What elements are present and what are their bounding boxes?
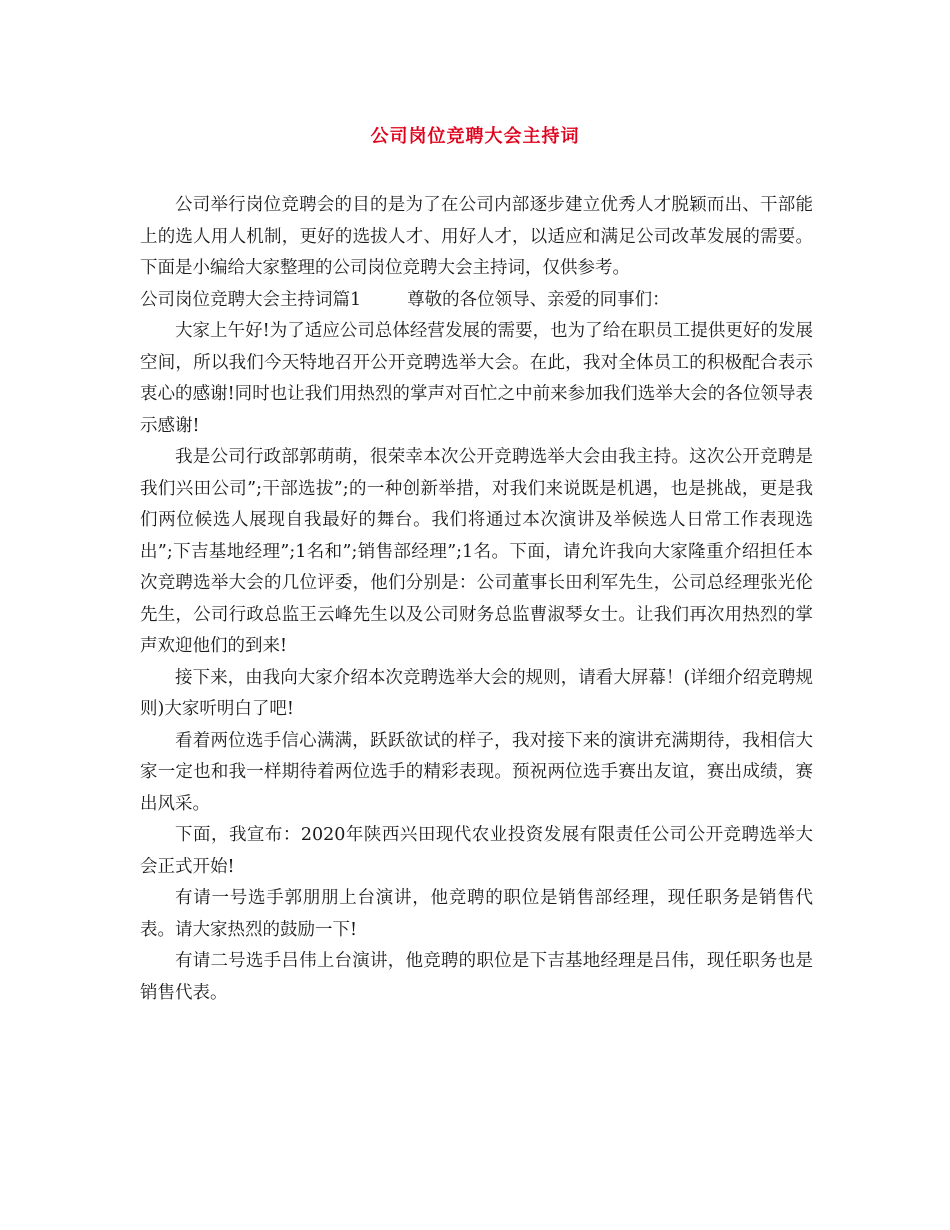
document-body xyxy=(140,190,813,1009)
body-paragraph: 大家上午好!为了适应公司总体经营发展的需要，也为了给在职员工提供更好的发展空间，所以我们今天特地召开公开竞聘选举大会。在此，我对全体员工的积极配合表示衷心的感谢!同时也让我们用热烈的掌声对百忙之中前来参加我们选举大会的各位领导表示感谢! xyxy=(140,321,813,436)
body-paragraph: 下面，我宣布：2020年陕西兴田现代农业投资发展有限责任公司公开竞聘选举大会正式开始! xyxy=(140,825,813,877)
section-heading-line xyxy=(140,285,813,317)
body-paragraph: 接下来，由我向大家介绍本次竞聘选举大会的规则，请看大屏幕！(详细介绍竞聘规则)大家听明白了吧! xyxy=(140,667,813,719)
greeting: 尊敬的各位领导、亲爱的同事们： xyxy=(407,289,670,310)
body-paragraph: 有请二号选手吕伟上台演讲，他竞聘的职位是下吉基地经理是吕伟，现任职务也是销售代表。 xyxy=(140,951,813,1003)
body-paragraph: 看着两位选手信心满满，跃跃欲试的样子，我对接下来的演讲充满期待，我相信大家一定也和我一样期待着两位选手的精彩表现。预祝两位选手赛出友谊，赛出成绩，赛出风采。 xyxy=(140,730,813,814)
intro-paragraph: 公司举行岗位竞聘会的目的是为了在公司内部逐步建立优秀人才脱颖而出、干部能上的选人用人机制，更好的选拔人才、用好人才，以适应和满足公司改革发展的需要。下面是小编给大家整理的公司岗位竞聘大会主持词，仅供参考。 xyxy=(140,195,813,278)
body-paragraph: 我是公司行政部郭萌萌，很荣幸本次公开竞聘选举大会由我主持。这次公开竞聘是我们兴田公司”;干部选拔”;的一种创新举措，对我们来说既是机遇，也是挑战，更是我们两位候选人展现自我最好的舞台。我们将通过本次演讲及举候选人日常工作表现选出”;下吉基地经理”;1名和”;销售部经理”;1名。下面，请允许我向大家隆重介绍担任本次竞聘选举大会的几位评委，他们分别是：公司董事长田利军先生，公司总经理张光伦先生，公司行政总监王云峰先生以及公司财务总监曹淑琴女士。让我们再次用热烈的掌声欢迎他们的到来! xyxy=(140,447,813,656)
section-heading: 公司岗位竞聘大会主持词篇1 xyxy=(140,289,362,310)
page-title: 公司岗位竞聘大会主持词 xyxy=(370,126,580,147)
body-paragraph: 有请一号选手郭朋朋上台演讲，他竞聘的职位是销售部经理，现任职务是销售代表。请大家热烈的鼓励一下! xyxy=(140,888,813,940)
